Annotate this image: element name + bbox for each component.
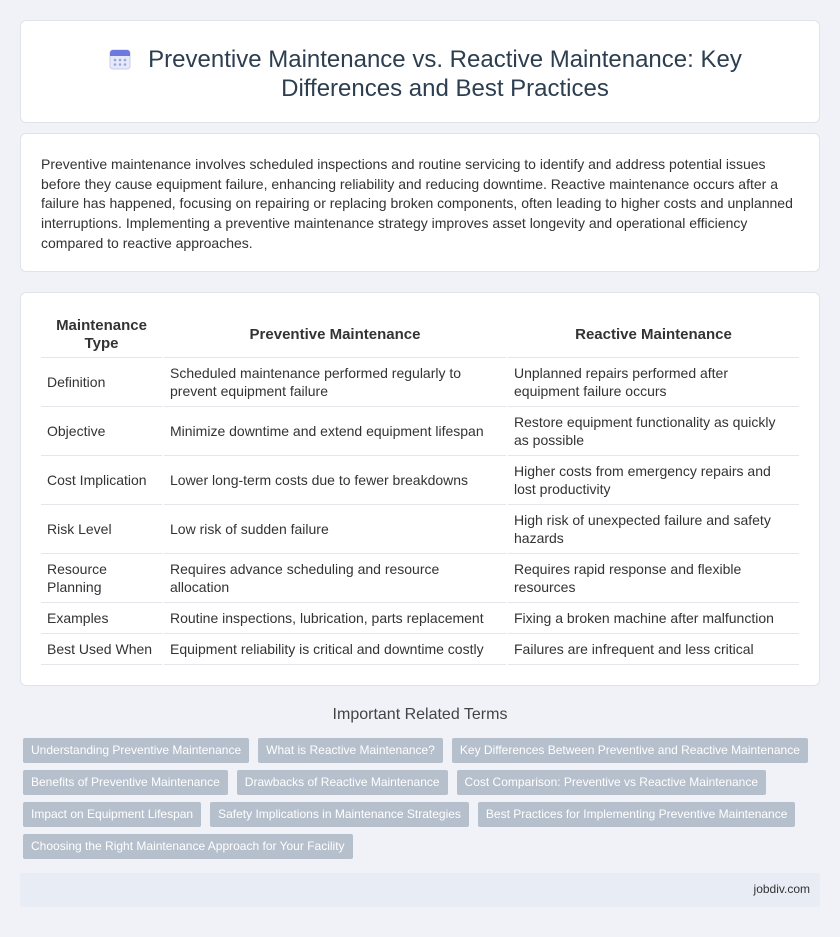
table-row [41,407,799,456]
page-title: Preventive Maintenance vs. Reactive Maintenance: Key Differences and Best Practices [148,46,742,102]
related-terms-tags [23,738,803,866]
tag-row [23,738,803,770]
table-header-cell: Maintenance Type [41,313,163,358]
intro-paragraph: Preventive maintenance involves scheduled inspections and routine servicing to identify and address potential issues before they cause equipment failure, enhancing reliability and reducing downtime. Reactive maintenance occurs after a failure has happened, focusing on repairing or replacing broken components, often leading to higher costs and unplanned interruptions. Implementing a preventive maintenance strategy improves asset longevity and operational efficiency compared to reactive approaches. [41,156,793,251]
title-card [20,20,820,123]
related-term-tag[interactable]: Key Differences Between Preventive and Reactive Maintenance [452,738,808,763]
table-cell: Routine inspections, lubrication, parts replacement [163,603,507,634]
table-cell: Cost Implication [41,456,163,505]
table-header-cell: Reactive Maintenance [507,313,799,358]
table-cell: Minimize downtime and extend equipment lifespan [163,407,507,456]
table-cell: Failures are infrequent and less critical [507,634,799,665]
table-row [41,358,799,407]
footer [20,873,820,907]
footer-site-link[interactable]: jobdiv.com [753,882,810,896]
table-cell: Unplanned repairs performed after equipment failure occurs [507,358,799,407]
related-term-tag[interactable]: Impact on Equipment Lifespan [23,802,201,827]
related-term-tag[interactable]: Cost Comparison: Preventive vs Reactive Maintenance [457,770,766,795]
related-term-tag[interactable]: Drawbacks of Reactive Maintenance [237,770,448,795]
table-cell: Resource Planning [41,554,163,603]
table-row [41,634,799,665]
table-cell: Scheduled maintenance performed regularly to prevent equipment failure [163,358,507,407]
related-term-tag[interactable]: Best Practices for Implementing Preventive Maintenance [478,802,795,827]
table-row [41,603,799,634]
table-cell: Objective [41,407,163,456]
table-cell: Examples [41,603,163,634]
intro-card [20,133,820,272]
tag-row [23,770,803,802]
related-terms-title: Important Related Terms [332,706,508,723]
table-cell: Higher costs from emergency repairs and lost productivity [507,456,799,505]
table-cell: Restore equipment functionality as quickly as possible [507,407,799,456]
related-term-tag[interactable]: Understanding Preventive Maintenance [23,738,249,763]
tag-row [23,802,803,834]
related-term-tag[interactable]: Choosing the Right Maintenance Approach for Your Facility [23,834,353,859]
table-row [41,456,799,505]
table-cell: Low risk of sudden failure [163,505,507,554]
table-header-row [41,313,799,358]
related-term-tag[interactable]: What is Reactive Maintenance? [258,738,443,763]
table-cell: High risk of unexpected failure and safety hazards [507,505,799,554]
table-cell: Best Used When [41,634,163,665]
table-row [41,554,799,603]
table-header-cell: Preventive Maintenance [163,313,507,358]
table-cell: Equipment reliability is critical and downtime costly [163,634,507,665]
table-row [41,505,799,554]
table-cell: Risk Level [41,505,163,554]
table-cell: Definition [41,358,163,407]
table-cell: Fixing a broken machine after malfunction [507,603,799,634]
related-term-tag[interactable]: Benefits of Preventive Maintenance [23,770,228,795]
table-cell: Requires advance scheduling and resource allocation [163,554,507,603]
comparison-table [41,313,799,665]
comparison-table-card [20,292,820,686]
table-cell: Lower long-term costs due to fewer breakdowns [163,456,507,505]
related-term-tag[interactable]: Safety Implications in Maintenance Strategies [210,802,469,827]
table-cell: Requires rapid response and flexible resources [507,554,799,603]
tag-row [23,834,803,866]
